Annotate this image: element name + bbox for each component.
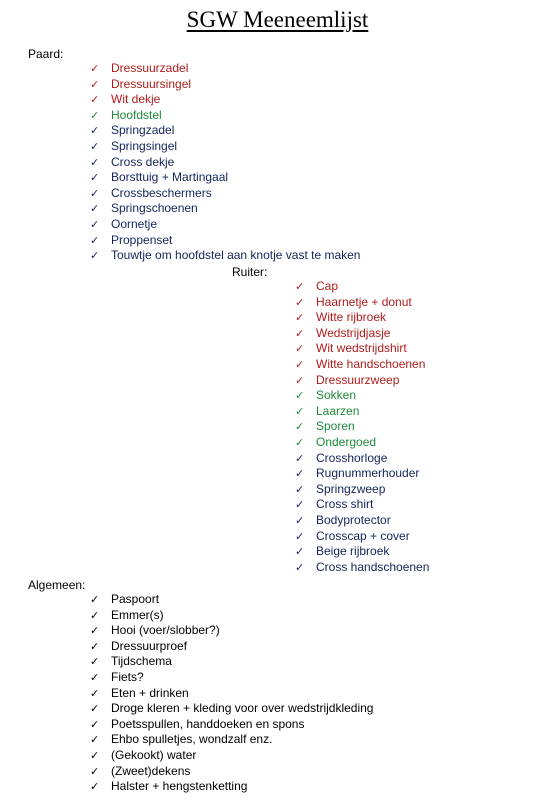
list-item (295, 466, 429, 482)
list-item (90, 623, 373, 639)
checkmark-icon: ✓ (295, 389, 305, 403)
checkmark-icon: ✓ (90, 217, 100, 231)
list-item (90, 748, 373, 764)
checkmark-icon: ✓ (90, 77, 100, 91)
checkmark-icon: ✓ (90, 93, 100, 107)
list-item (90, 670, 373, 686)
list-item-label: Borsttuig + Martingaal (111, 170, 229, 185)
checkmark-icon: ✓ (90, 139, 100, 153)
list-item (90, 201, 360, 217)
list-item-label: Sporen (316, 419, 355, 434)
list-item (90, 764, 373, 780)
document-title: SGW Meeneemlijst (186, 7, 369, 32)
list-item (90, 717, 373, 733)
checkmark-icon: ✓ (90, 670, 100, 684)
list-item (90, 654, 373, 670)
list-item (90, 248, 360, 264)
list-item-label: Cap (316, 279, 339, 293)
checkmark-icon: ✓ (90, 780, 100, 794)
list-item-label: Laarzen (316, 403, 360, 418)
list-item (295, 529, 429, 545)
list-item-label: Eten + drinken (111, 685, 189, 700)
list-item-label: Paspoort (111, 592, 160, 606)
list-item-label: (Zweet)dekens (111, 763, 191, 778)
list-item (295, 544, 429, 560)
list-item-label: Crosscap + cover (316, 528, 410, 543)
list-item-label: Cross handschoenen (316, 559, 430, 574)
checkmark-icon: ✓ (90, 124, 100, 138)
list-item-label: Crossbeschermers (111, 185, 212, 200)
checkmark-icon: ✓ (90, 686, 100, 700)
list-item-label: Bodyprotector (316, 512, 391, 527)
list-item-label: Rugnummerhouder (316, 466, 420, 481)
list-item (295, 373, 429, 389)
list-item-label: Proppenset (111, 232, 173, 247)
checkmark-icon: ✓ (90, 62, 100, 75)
list-item (295, 279, 429, 295)
list-item-label: Sokken (316, 388, 357, 403)
list-item-label: Poetsspullen, handdoeken en spons (111, 716, 305, 731)
checkmark-icon: ✓ (295, 326, 305, 340)
list-item-label: (Gekookt) water (111, 747, 197, 762)
checkmark-icon: ✓ (90, 608, 100, 622)
checkmark-icon: ✓ (90, 764, 100, 778)
list-item (295, 497, 429, 513)
list-item (295, 341, 429, 357)
checkmark-icon: ✓ (295, 311, 305, 325)
list-item-label: Hoofdstel (111, 107, 162, 122)
list-item-label: Touwtje om hoofdstel aan knotje vast te maken (111, 248, 361, 263)
list-item-label: Cross dekje (111, 154, 175, 169)
list-item (90, 92, 360, 108)
list-item-label: Springschoenen (111, 201, 198, 216)
checklist-ruiter (295, 279, 429, 575)
list-item-label: Dressuurproef (111, 638, 188, 653)
list-item-label: Dressuursingel (111, 76, 192, 91)
list-item (295, 388, 429, 404)
checkmark-icon: ✓ (295, 560, 305, 574)
list-item (90, 155, 360, 171)
list-item (295, 326, 429, 342)
checkmark-icon: ✓ (295, 513, 305, 527)
list-item (295, 357, 429, 373)
list-item-label: Fiets? (111, 669, 144, 684)
list-item (90, 233, 360, 249)
list-item (90, 779, 373, 795)
checkmark-icon: ✓ (295, 295, 305, 309)
checkmark-icon: ✓ (295, 342, 305, 356)
list-item (295, 295, 429, 311)
checkmark-icon: ✓ (90, 171, 100, 185)
checkmark-icon: ✓ (90, 593, 100, 606)
checkmark-icon: ✓ (90, 202, 100, 216)
checkmark-icon: ✓ (90, 155, 100, 169)
list-item (90, 170, 360, 186)
checkmark-icon: ✓ (295, 498, 305, 512)
list-item (90, 701, 373, 717)
checkmark-icon: ✓ (90, 108, 100, 122)
list-item (90, 639, 373, 655)
list-item-label: Witte handschoenen (316, 356, 426, 371)
list-item-label: Oornetje (111, 216, 158, 231)
list-item (90, 686, 373, 702)
list-item-label: Haarnetje + donut (316, 294, 412, 309)
list-item-label: Wit wedstrijdshirt (316, 341, 407, 356)
checkmark-icon: ✓ (295, 357, 305, 371)
list-item (295, 310, 429, 326)
section-heading-ruiter: Ruiter: (232, 265, 268, 279)
list-item (90, 77, 360, 93)
list-item (90, 592, 373, 608)
list-item (90, 732, 373, 748)
list-item-label: Cross shirt (316, 497, 374, 512)
checkmark-icon: ✓ (295, 451, 305, 465)
list-item (90, 61, 360, 77)
list-item-label: Springzadel (111, 123, 175, 138)
list-item-label: Hooi (voer/slobber?) (111, 623, 220, 638)
section-heading-paard: Paard: (28, 47, 64, 61)
checkmark-icon: ✓ (90, 748, 100, 762)
checkmark-icon: ✓ (295, 529, 305, 543)
checkmark-icon: ✓ (295, 373, 305, 387)
list-item (90, 186, 360, 202)
checkmark-icon: ✓ (295, 482, 305, 496)
list-item (295, 419, 429, 435)
list-item-label: Tijdschema (111, 654, 172, 669)
checkmark-icon: ✓ (295, 435, 305, 449)
checkmark-icon: ✓ (295, 545, 305, 559)
list-item-label: Springsingel (111, 138, 178, 153)
list-item (90, 108, 360, 124)
list-item-label: Ehbo spulletjes, wondzalf enz. (111, 732, 273, 747)
list-item (295, 404, 429, 420)
checkmark-icon: ✓ (90, 639, 100, 653)
list-item (90, 608, 373, 624)
checkmark-icon: ✓ (295, 280, 305, 293)
list-item-label: Droge kleren + kleding voor over wedstrijdkleding (111, 701, 374, 716)
list-item-label: Springzweep (316, 481, 386, 496)
list-item (295, 513, 429, 529)
list-item-label: Halster + hengstenketting (111, 779, 248, 794)
list-item-label: Wit dekje (111, 92, 161, 107)
checkmark-icon: ✓ (90, 233, 100, 247)
checkmark-icon: ✓ (90, 624, 100, 638)
checkmark-icon: ✓ (295, 404, 305, 418)
list-item-label: Wedstrijdjasje (316, 325, 391, 340)
list-item (295, 482, 429, 498)
checkmark-icon: ✓ (90, 717, 100, 731)
list-item-label: Beige rijbroek (316, 544, 390, 559)
list-item-label: Dressuurzadel (111, 61, 189, 75)
list-item-label: Dressuurzweep (316, 372, 400, 387)
list-item-label: Crosshorloge (316, 450, 388, 465)
checkmark-icon: ✓ (90, 733, 100, 747)
checkmark-icon: ✓ (90, 702, 100, 716)
checklist-algemeen (90, 592, 373, 795)
checkmark-icon: ✓ (90, 186, 100, 200)
list-item (90, 139, 360, 155)
list-item-label: Witte rijbroek (316, 310, 387, 325)
list-item (90, 123, 360, 139)
list-item (295, 451, 429, 467)
list-item (90, 217, 360, 233)
list-item (295, 435, 429, 451)
checklist-paard (90, 61, 360, 264)
checkmark-icon: ✓ (295, 420, 305, 434)
list-item-label: Ondergoed (316, 434, 377, 449)
list-item (295, 560, 429, 576)
checkmark-icon: ✓ (90, 249, 100, 263)
checkmark-icon: ✓ (90, 655, 100, 669)
section-heading-algemeen: Algemeen: (28, 578, 86, 592)
checkmark-icon: ✓ (295, 467, 305, 481)
list-item-label: Emmer(s) (111, 607, 164, 622)
